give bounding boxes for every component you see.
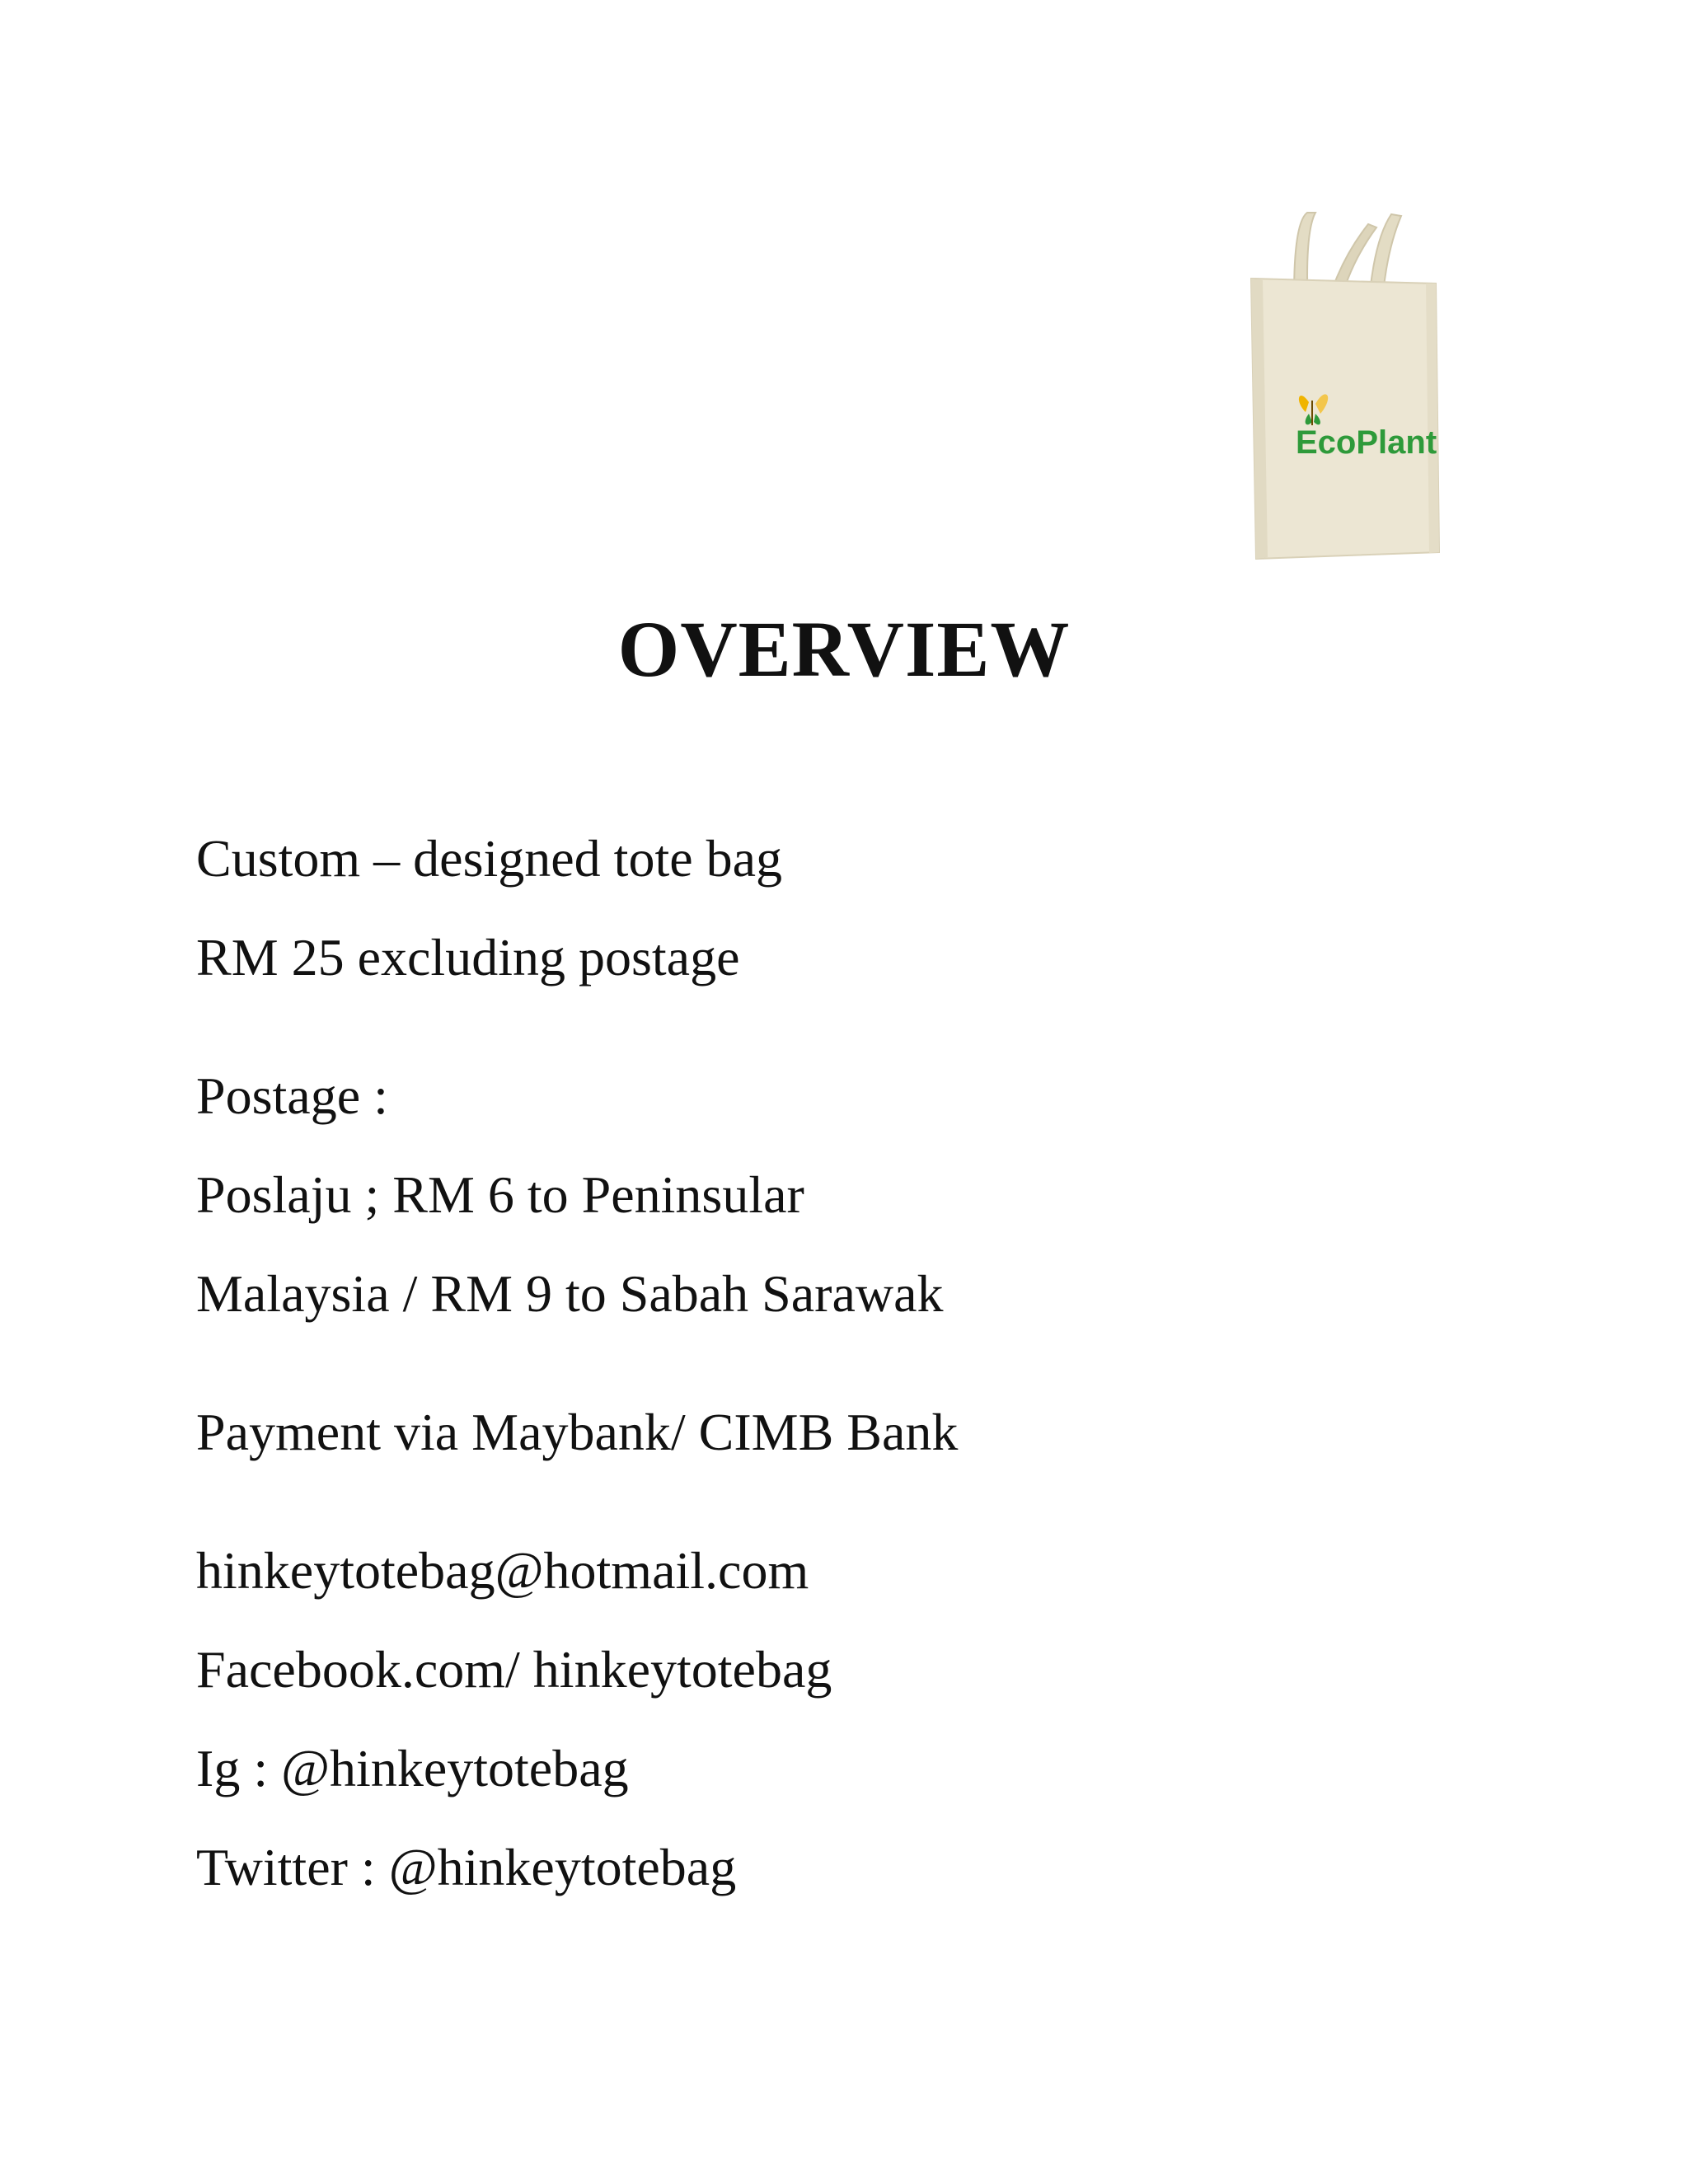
postage-sabah-sarawak: Malaysia / RM 9 to Sabah Sarawak <box>196 1264 944 1323</box>
postage-peninsular: Poslaju ; RM 6 to Peninsular <box>196 1165 804 1224</box>
page-title: OVERVIEW <box>617 605 1071 693</box>
price-line: RM 25 excluding postage <box>196 928 740 987</box>
tote-bag-image <box>1245 206 1447 565</box>
facebook-contact: Facebook.com/ hinkeytotebag <box>196 1640 832 1699</box>
ecoplant-logo-text: EcoPlant <box>1296 424 1437 461</box>
instagram-contact: Ig : @hinkeytotebag <box>196 1739 629 1797</box>
twitter-contact: Twitter : @hinkeytotebag <box>196 1838 737 1896</box>
product-description: Custom – designed tote bag <box>196 829 783 888</box>
email-contact: hinkeytotebag@hotmail.com <box>196 1541 809 1600</box>
postage-heading: Postage : <box>196 1066 388 1125</box>
payment-line: Payment via Maybank/ CIMB Bank <box>196 1403 959 1461</box>
